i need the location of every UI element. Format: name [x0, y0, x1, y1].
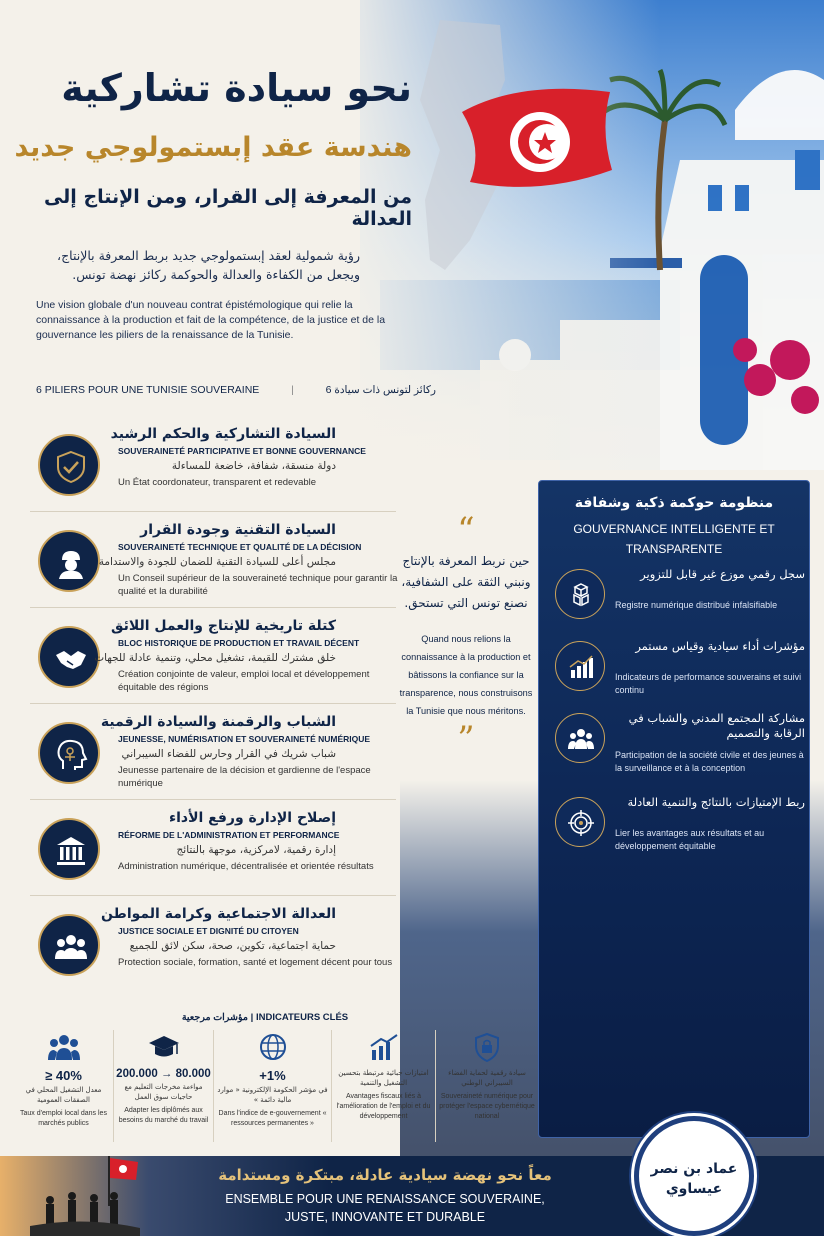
- indicators-header: مؤشرات مرجعية | INDICATEURS CLÉS: [181, 1012, 349, 1023]
- indicator-text-ar: مواءمة مخرجات التعليم مع حاجيات سوق العمل: [124, 1083, 203, 1101]
- governance-item-fr: Indicateurs de performance souverains et suivi continu: [615, 672, 802, 695]
- footer-text-ar: معاً نحو نهضة سيادية عادلة، مبتكرة ومستدامة: [218, 1166, 552, 1184]
- seal-name: [639, 1159, 749, 1199]
- governance-item: [553, 709, 805, 797]
- governance-item-ar: سجل رقمي موزع غير قابل للتزوير: [640, 567, 805, 581]
- indicator-value: ≥ 40%: [45, 1068, 82, 1083]
- pillar-desc-ar: إدارة رقمية، لامركزية، موجهة بالنتائج: [176, 844, 336, 856]
- pillar-title-ar: السيادة التشاركية والحكم الرشيد: [110, 426, 336, 442]
- shield-check-icon: [38, 434, 100, 496]
- blocks-icon: [555, 569, 605, 619]
- page-title: نحو سيادة تشاركية: [61, 66, 412, 110]
- governance-item: [553, 637, 805, 711]
- indicator-text-fr: Souveraineté numérique pour protéger l'espace cybernétique national: [439, 1093, 535, 1120]
- indicator-egov: [214, 1030, 332, 1142]
- growth-chart-icon: [367, 1032, 401, 1062]
- pillar-title-fr: JEUNESSE, NUMÉRISATION ET SOUVERAINETÉ NUMÉRIQUE: [118, 734, 371, 744]
- governance-title-ar: منظومة حوكمة ذكية وشفافة: [574, 495, 774, 511]
- pillar-title-ar: كتلة تاريخية للإنتاج والعمل اللائق: [111, 618, 336, 634]
- governance-panel: [538, 480, 810, 1138]
- indicator-text-ar: في مؤشر الحكومة الإلكترونية « موارد مالية دائمة »: [217, 1086, 328, 1104]
- globe-icon: [256, 1032, 290, 1062]
- governance-item-ar: ربط الإمتيازات بالنتائج والتنمية العادلة: [627, 795, 805, 809]
- pillar-desc-fr: Protection sociale, formation, santé et logement décent pour tous: [118, 957, 393, 968]
- indicator-text-ar: سيادة رقمية لحماية الفضاء السيبراني الوطني: [448, 1069, 526, 1087]
- pillar-desc-ar: خلق مشترك للقيمة، تشغيل محلي، وتنمية عادلة للجهات: [94, 652, 336, 664]
- indicator-text-ar: معدل التشغيل المحلي في الصفقات العمومية: [25, 1086, 102, 1104]
- pillar-title-ar: إصلاح الإدارة ورفع الأداء: [168, 810, 336, 826]
- pillar-participative-sovereignty: [30, 420, 396, 512]
- pillars-header-fr: 6 PILIERS POUR UNE TUNISIE SOUVERAINE: [36, 384, 260, 396]
- pillar-desc-fr: Jeunesse partenaire de la décision et gardienne de l'espace numérique: [118, 765, 371, 789]
- pillar-social-justice: [30, 900, 396, 992]
- pillar-technical-sovereignty: [30, 516, 396, 608]
- pillar-desc-ar: حماية اجتماعية، تكوين، صحة، سكن لائق للجميع: [129, 940, 336, 952]
- pillar-title-fr: SOUVERAINETÉ PARTICIPATIVE ET BONNE GOUVERNANCE: [118, 446, 366, 456]
- governance-item-ar: مؤشرات أداء سيادية وقياس مستمر: [635, 639, 805, 653]
- pillar-title-ar: العدالة الاجتماعية وكرامة المواطن: [101, 906, 336, 922]
- indicator-digital-sovereignty: [436, 1030, 538, 1142]
- vision-text-ar: رؤية شمولية لعقد إبستمولوجي جديد بربط المعرفة بالإنتاج، ويجعل من الكفاءة والعدالة والحوكمة ركائز نهضة تونس.: [57, 248, 360, 282]
- pillar-desc-fr: Création conjointe de valeur, emploi local et développement équitable des régions: [118, 669, 370, 693]
- pillar-desc-fr: Un Conseil supérieur de la souveraineté technique pour garantir la qualité et la durabilité: [118, 573, 398, 597]
- pillar-desc-ar: شباب شريك في القرار وحارس للفضاء السيبراني: [121, 748, 336, 760]
- governance-item-fr: Lier les avantages aux résultats et au développement équitable: [615, 828, 765, 851]
- indicator-value: 200.000 → 80.000: [116, 1068, 211, 1080]
- indicator-text-fr: Dans l'indice de e-gouvernement « ressources permanentes »: [218, 1110, 327, 1127]
- bar-chart-icon: [555, 641, 605, 691]
- target-icon: [555, 797, 605, 847]
- pillar-desc-fr: Administration numérique, décentralisée et orientée résultats: [118, 861, 374, 872]
- seal-line2: عيساوي: [665, 1181, 723, 1197]
- pillar-title-ar: السيادة التقنية وجودة القرار: [140, 522, 336, 538]
- governance-item-ar: مشاركة المجتمع المدني والشباب في الرقابة والتصميم: [628, 711, 805, 740]
- lock-shield-icon: [470, 1032, 504, 1062]
- pillar-desc-ar: دولة منسقة، شفافة، خاضعة للمساءلة: [171, 460, 336, 472]
- institution-icon: [38, 818, 100, 880]
- pillar-administration-reform: [30, 804, 396, 896]
- quote-text-ar: حين نربط المعرفة بالإنتاج ونبني الثقة على الشفافية، نصنع تونس التي تستحق.: [401, 554, 531, 610]
- footer-text-fr-line2: JUSTE, INNOVANTE ET DURABLE: [284, 1210, 486, 1224]
- indicator-local-employment: [14, 1030, 114, 1142]
- vision-text-fr: Une vision globale d'un nouveau contrat épistémologique qui relie la connaissance à la production et fait de la compétence, de la justice et de la gouvernance les piliers de la renaissance de la Tunisie.: [36, 299, 386, 341]
- indicator-graduates: [114, 1030, 214, 1142]
- indicator-text-fr: Adapter les diplômés aux besoins du marché du travail: [118, 1107, 209, 1124]
- governance-item: [553, 793, 805, 867]
- pillar-desc-ar: مجلس أعلى للسيادة التقنية للضمان للجودة والاستدامة: [98, 556, 336, 568]
- pillar-title-fr: SOUVERAINETÉ TECHNIQUE ET QUALITÉ DE LA DÉCISION: [118, 542, 362, 552]
- pillar-desc-fr: Un État coordonateur, transparent et redevable: [118, 477, 317, 488]
- governance-item-fr: Registre numérique distribué infalsifiable: [615, 600, 778, 610]
- pillar-youth-digital: [30, 708, 396, 800]
- close-quote-mark: ”: [457, 719, 475, 759]
- quote-block: [396, 510, 536, 759]
- page-tagline: من المعرفة إلى القرار، ومن الإنتاج إلى العدالة: [43, 186, 412, 230]
- page-subtitle: هندسة عقد إبستمولوجي جديد: [14, 132, 412, 163]
- pillar-title-fr: RÉFORME DE L'ADMINISTRATION ET PERFORMANCE: [118, 830, 340, 840]
- people-with-flag-icon: [30, 1156, 140, 1236]
- indicator-tax-advantages: [332, 1030, 436, 1142]
- footer-text-fr: [150, 1190, 620, 1226]
- handshake-icon: [38, 626, 100, 688]
- people-icon: [47, 1032, 81, 1062]
- open-quote-mark: “: [457, 510, 475, 550]
- seal-line1: عماد بن نصر: [650, 1161, 738, 1177]
- indicator-text-ar: امتيازات جبائية مرتبطة بتحسين التشغيل والتنمية: [338, 1069, 429, 1087]
- graduation-cap-icon: [147, 1032, 181, 1062]
- people-icon: [38, 914, 100, 976]
- footer-text-fr-line1: ENSEMBLE POUR UNE RENAISSANCE SOUVERAINE,: [225, 1192, 545, 1206]
- indicator-text-fr: Avantages fiscaux liés à l'amélioration de l'emploi et du développement: [336, 1093, 431, 1120]
- governance-title-fr: GOUVERNANCE INTELLIGENTE ET TRANSPARENTE: [573, 522, 775, 556]
- group-icon: [555, 713, 605, 763]
- pillar-production-bloc: [30, 612, 396, 704]
- indicator-text-fr: Taux d'emploi local dans les marchés publics: [20, 1110, 107, 1127]
- divider: |: [291, 384, 294, 396]
- quote-text-fr: Quand nous relions la connaissance à la production et bâtissons la confiance sur la transparence, nous construisons la Tunisie que nous méritons.: [399, 634, 533, 716]
- digital-head-icon: [38, 722, 100, 784]
- tunisian-flag: [462, 89, 612, 187]
- indicator-value: +1%: [259, 1068, 286, 1083]
- pillars-header-ar: ركائز لتونس ذات سيادة 6: [325, 384, 436, 396]
- pillar-title-fr: BLOC HISTORIQUE DE PRODUCTION ET TRAVAIL DÉCENT: [118, 638, 360, 648]
- governance-item: [553, 565, 805, 639]
- pillar-title-fr: JUSTICE SOCIALE ET DIGNITÉ DU CITOYEN: [118, 926, 299, 936]
- author-seal: [634, 1116, 754, 1236]
- governance-item-fr: Participation de la société civile et des jeunes à la surveillance et à la conception: [615, 750, 804, 773]
- engineer-icon: [38, 530, 100, 592]
- pillars-header: [36, 384, 436, 396]
- pillar-title-ar: الشباب والرقمنة والسيادة الرقمية: [100, 714, 336, 730]
